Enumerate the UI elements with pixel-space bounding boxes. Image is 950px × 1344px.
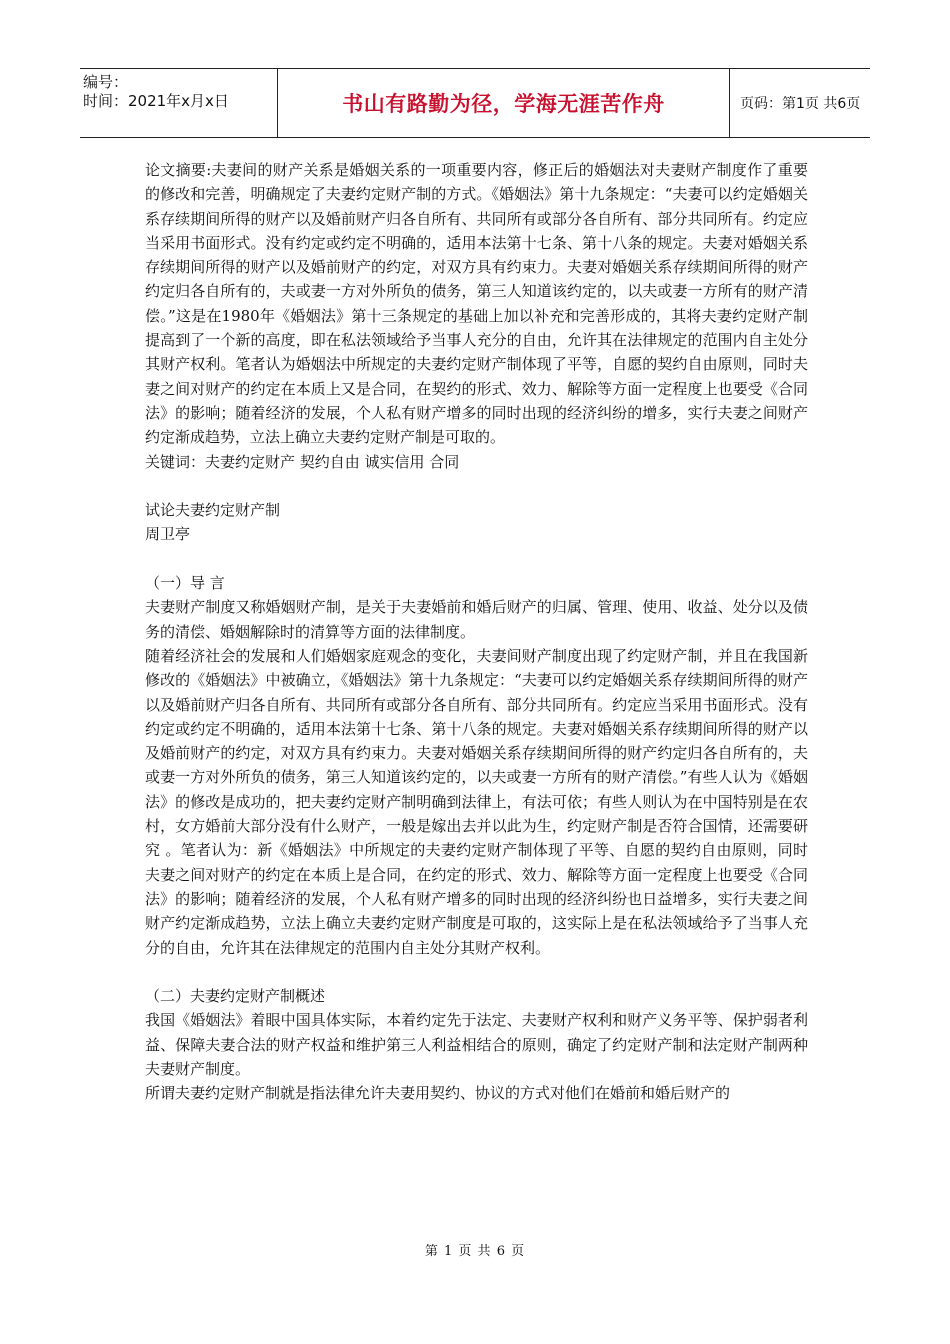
header-page-cell	[730, 69, 870, 137]
section-heading-overview: （二）夫妻约定财产制概述	[145, 987, 326, 1006]
paper-title: 试论夫妻约定财产制	[145, 501, 281, 520]
header-meta	[80, 69, 277, 137]
header-motto-cell	[277, 69, 730, 137]
document-number-label: 编号：	[83, 73, 129, 91]
keywords-line: 关键词：夫妻约定财产 契约自由 诚实信用 合同	[145, 452, 460, 471]
blank-line	[145, 547, 808, 571]
document-time-label: 时间：2021年x月x日	[83, 92, 229, 110]
abstract-paragraph: 论文摘要:夫妻间的财产关系是婚姻关系的一项重要内容，修正后的婚姻法对夫妻财产制度作了重要的修改和完善，明确规定了夫妻约定财产制的方式。《婚姻法》第十九条规定：“夫妻可以约定婚姻关系存续期间所得的财产以及婚前财产归各自所有、共同所有或部分各自所有、部分共同所有。约定应当采用书面形式。没有约定或约定不明确的，适用本法第十七条、第十八条的规定。夫妻对婚姻关系存续期间所得的财产以及婚前财产的约定，对双方具有约束力。夫妻对婚姻关系存续期间所得的财产约定归各自所有的，夫或妻一方对外所负的债务，第三人知道该约定的，以夫或妻一方所有的财产清偿。”这是在1980年《婚姻法》第十三条规定的基础上加以补充和完善形成的，其将夫妻约定财产制提高到了一个新的高度，即在私法领域给予当事人充分的自由，允许其在法律规定的范围内自主处分其财产权利。笔者认为婚姻法中所规定的夫妻约定财产制体现了平等，自愿的契约自由原则，同时夫妻之间对财产的约定在本质上又是合同，在契约的形式、效力、解除等方面一定程度上也要受《合同法》的影响；随着经济的发展，个人私有财产增多的同时出现的经济纠纷的增多，实行夫妻之间财产约定渐成趋势，立法上确立夫妻约定财产制是可取的。	[145, 161, 808, 447]
header-page-info: 页码：第1页 共6页	[740, 96, 861, 112]
body-paragraph: 随着经济社会的发展和人们婚姻家庭观念的变化，夫妻间财产制度出现了约定财产制，并且在我国新修改的《婚姻法》中被确立，《婚姻法》第十九条规定：“夫妻可以约定婚姻关系存续期间所得的财产以及婚前财产归各自所有、共同所有或部分各自所有、部分共同所有。约定应当采用书面形式。没有约定或约定不明确的，适用本法第十七条、第十八条的规定。夫妻对婚姻关系存续期间所得的财产以及婚前财产的约定，对双方具有约束力。夫妻对婚姻关系存续期间所得的财产约定归各自所有的，夫或妻一方对外所负的债务，第三人知道该约定的，以夫或妻一方所有的财产清偿。”有些人认为《婚姻法》的修改是成功的，把夫妻约定财产制明确到法律上，有法可依；有些人则认为在中国特别是在农村，女方婚前大部分没有什么财产，一般是嫁出去并以此为生，约定财产制是否符合国情，还需要研究 。笔者认为：新《婚姻法》中所规定的夫妻约定财产制体现了平等、自愿的契约自由原则，同时夫妻之间对财产的约定在本质上是合同，在约定的形式、效力、解除等方面一定程度上也要受《合同法》的影响；随着经济的发展，个人私有财产增多的同时出现的经济纠纷也日益增多，实行夫妻之间财产约定渐成趋势，立法上确立夫妻约定财产制度是可取的，这实际上是在私法领域给予了当事人充分的自由，允许其在法律规定的范围内自主处分其财产权利。	[145, 646, 808, 957]
body-paragraph: 所谓夫妻约定财产制就是指法律允许夫妻用契约、协议的方式对他们在婚前和婚后财产的	[145, 1084, 731, 1103]
blank-line	[145, 474, 808, 498]
page-footer: 第 1 页 共 6 页	[424, 1244, 526, 1259]
author-name: 周卫亭	[145, 525, 191, 544]
body-paragraph: 夫妻财产制度又称婚姻财产制，是关于夫妻婚前和婚后财产的归属、管理、使用、收益、处分以及债务的清偿、婚姻解除时的清算等方面的法律制度。	[145, 598, 808, 641]
blank-line	[145, 960, 808, 984]
section-heading-intro: （一）导 言	[145, 574, 225, 593]
document-body	[145, 158, 808, 1106]
motto-text: 书山有路勤为径，学海无涯苦作舟	[342, 92, 665, 116]
body-paragraph: 我国《婚姻法》着眼中国具体实际，本着约定先于法定、夫妻财产权利和财产义务平等、保护弱者利益、保障夫妻合法的财产权益和维护第三人利益相结合的原则，确定了约定财产制和法定财产制两种夫妻财产制度。	[145, 1011, 808, 1078]
page-header	[80, 68, 870, 138]
